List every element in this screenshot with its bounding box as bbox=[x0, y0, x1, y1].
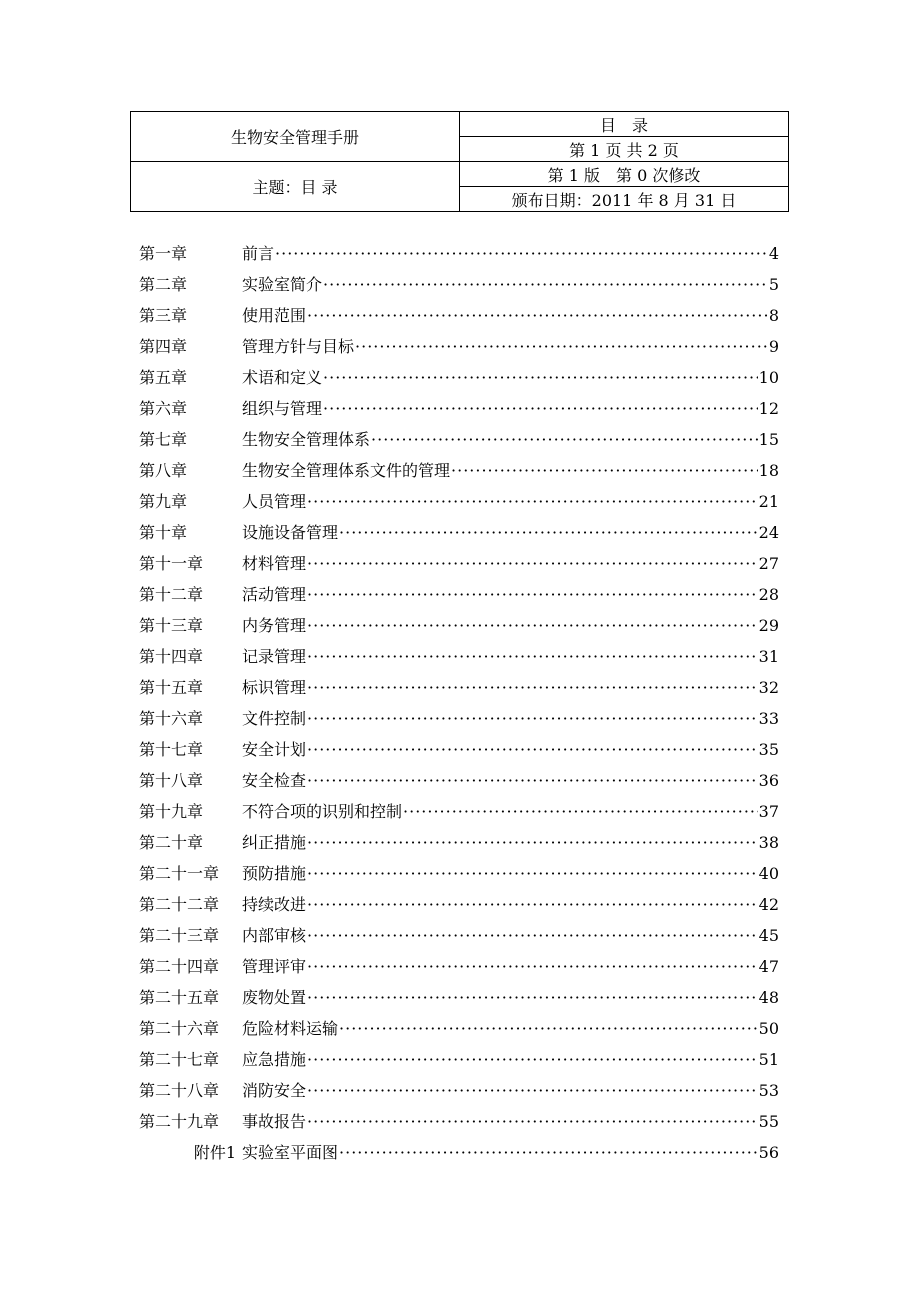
toc-chapter-number: 第七章 bbox=[139, 430, 188, 449]
toc-page-number: 10 bbox=[758, 368, 779, 387]
toc-page-number: 56 bbox=[758, 1143, 779, 1162]
toc-chapter-title: 活动管理 bbox=[242, 585, 307, 604]
toc-chapter-title: 内部审核 bbox=[242, 926, 307, 945]
toc-chapter-title: 生物安全管理体系 bbox=[242, 430, 371, 449]
toc-dot-leader bbox=[307, 703, 758, 734]
toc-dot-leader bbox=[307, 641, 758, 672]
toc-chapter-number: 第二十二章 bbox=[139, 895, 220, 914]
toc-entry[interactable] bbox=[139, 889, 779, 920]
toc-chapter-number: 第十八章 bbox=[139, 771, 204, 790]
toc-page-number: 15 bbox=[758, 430, 779, 449]
toc-chapter-title: 使用范围 bbox=[242, 306, 307, 325]
version-info: 第 1 版 第 0 次修改 bbox=[460, 162, 789, 187]
toc-entry[interactable] bbox=[139, 300, 779, 331]
section-label: 目 录 bbox=[460, 112, 789, 137]
toc-entry[interactable] bbox=[139, 827, 779, 858]
toc-dot-leader bbox=[307, 734, 758, 765]
toc-chapter-number: 第十二章 bbox=[139, 585, 204, 604]
toc-dot-leader bbox=[307, 1075, 758, 1106]
toc-chapter-title: 标识管理 bbox=[242, 678, 307, 697]
toc-dot-leader bbox=[339, 517, 758, 548]
toc-entry[interactable] bbox=[139, 982, 779, 1013]
toc-entry[interactable] bbox=[139, 548, 779, 579]
toc-chapter-title: 设施设备管理 bbox=[242, 523, 339, 542]
toc-entry[interactable] bbox=[139, 1013, 779, 1044]
toc-entry[interactable] bbox=[139, 734, 779, 765]
toc-page-number: 21 bbox=[758, 492, 779, 511]
toc-dot-leader bbox=[307, 889, 758, 920]
toc-chapter-title: 危险材料运输 bbox=[242, 1019, 339, 1038]
toc-page-number: 24 bbox=[758, 523, 779, 542]
toc-page-number: 55 bbox=[758, 1112, 779, 1131]
toc-entry[interactable] bbox=[139, 517, 779, 548]
toc-chapter-number: 第二章 bbox=[139, 275, 188, 294]
toc-entry[interactable] bbox=[139, 486, 779, 517]
toc-dot-leader bbox=[307, 858, 758, 889]
toc-chapter-title: 不符合项的识别和控制 bbox=[242, 802, 403, 821]
toc-dot-leader bbox=[307, 579, 758, 610]
toc-entry[interactable] bbox=[139, 703, 779, 734]
toc-chapter-number: 第二十六章 bbox=[139, 1019, 220, 1038]
toc-chapter-number: 第十章 bbox=[139, 523, 188, 542]
toc-page-number: 42 bbox=[758, 895, 779, 914]
toc-page-number: 8 bbox=[768, 306, 779, 325]
toc-entry[interactable] bbox=[139, 920, 779, 951]
toc-page-number: 27 bbox=[758, 554, 779, 573]
toc-dot-leader bbox=[307, 486, 758, 517]
toc-dot-leader bbox=[307, 672, 758, 703]
document-header-table bbox=[130, 111, 789, 212]
toc-chapter-title: 记录管理 bbox=[242, 647, 307, 666]
toc-dot-leader bbox=[451, 455, 758, 486]
toc-chapter-number: 第十一章 bbox=[139, 554, 204, 573]
toc-dot-leader bbox=[307, 548, 758, 579]
toc-dot-leader bbox=[307, 1044, 758, 1075]
toc-chapter-number: 第十三章 bbox=[139, 616, 204, 635]
toc-entry[interactable] bbox=[139, 1106, 779, 1137]
toc-page-number: 32 bbox=[758, 678, 779, 697]
toc-entry[interactable] bbox=[139, 1075, 779, 1106]
toc-chapter-title: 安全计划 bbox=[242, 740, 307, 759]
toc-entry[interactable] bbox=[139, 672, 779, 703]
toc-chapter-number: 第四章 bbox=[139, 337, 188, 356]
toc-chapter-number: 第一章 bbox=[139, 244, 188, 263]
toc-page-number: 9 bbox=[768, 337, 779, 356]
toc-entry[interactable] bbox=[139, 858, 779, 889]
toc-page-number: 18 bbox=[758, 461, 779, 480]
toc-chapter-number: 第二十三章 bbox=[139, 926, 220, 945]
toc-dot-leader bbox=[371, 424, 758, 455]
toc-chapter-title: 实验室平面图 bbox=[242, 1143, 339, 1162]
toc-entry[interactable] bbox=[139, 393, 779, 424]
toc-chapter-number: 第十四章 bbox=[139, 647, 204, 666]
toc-dot-leader bbox=[355, 331, 768, 362]
toc-chapter-title: 内务管理 bbox=[242, 616, 307, 635]
toc-dot-leader bbox=[339, 1013, 758, 1044]
toc-dot-leader bbox=[307, 827, 758, 858]
toc-page-number: 33 bbox=[758, 709, 779, 728]
toc-chapter-title: 事故报告 bbox=[242, 1112, 307, 1131]
toc-chapter-title: 管理评审 bbox=[242, 957, 307, 976]
toc-page-number: 5 bbox=[768, 275, 779, 294]
toc-entry[interactable] bbox=[139, 238, 779, 269]
toc-page-number: 12 bbox=[758, 399, 779, 418]
toc-chapter-title: 预防措施 bbox=[242, 864, 307, 883]
toc-dot-leader bbox=[275, 238, 768, 269]
toc-entry[interactable] bbox=[139, 641, 779, 672]
toc-dot-leader bbox=[323, 269, 768, 300]
toc-entry[interactable] bbox=[139, 1044, 779, 1075]
toc-entry[interactable] bbox=[139, 455, 779, 486]
toc-page-number: 50 bbox=[758, 1019, 779, 1038]
toc-page-number: 53 bbox=[758, 1081, 779, 1100]
toc-chapter-number: 第十七章 bbox=[139, 740, 204, 759]
toc-entry[interactable] bbox=[139, 610, 779, 641]
toc-chapter-number: 第二十八章 bbox=[139, 1081, 220, 1100]
toc-dot-leader bbox=[403, 796, 758, 827]
page-info: 第 1 页 共 2 页 bbox=[460, 137, 789, 162]
manual-title: 生物安全管理手册 bbox=[131, 112, 460, 162]
toc-page-number: 51 bbox=[758, 1050, 779, 1069]
toc-page-number: 37 bbox=[758, 802, 779, 821]
toc-dot-leader bbox=[307, 920, 758, 951]
toc-chapter-number: 第五章 bbox=[139, 368, 188, 387]
toc-page-number: 28 bbox=[758, 585, 779, 604]
toc-chapter-number: 第六章 bbox=[139, 399, 188, 418]
toc-chapter-number: 第十五章 bbox=[139, 678, 204, 697]
toc-chapter-title: 组织与管理 bbox=[242, 399, 323, 418]
toc-entry[interactable] bbox=[139, 424, 779, 455]
toc-chapter-number: 第十六章 bbox=[139, 709, 204, 728]
toc-chapter-number: 第二十四章 bbox=[139, 957, 220, 976]
toc-entry[interactable] bbox=[139, 579, 779, 610]
toc-dot-leader bbox=[323, 393, 758, 424]
toc-dot-leader bbox=[307, 765, 758, 796]
toc-chapter-number: 第二十五章 bbox=[139, 988, 220, 1007]
toc-page-number: 45 bbox=[758, 926, 779, 945]
toc-chapter-title: 消防安全 bbox=[242, 1081, 307, 1100]
toc-chapter-title: 材料管理 bbox=[242, 554, 307, 573]
toc-entry[interactable] bbox=[139, 331, 779, 362]
toc-entry[interactable] bbox=[139, 269, 779, 300]
toc-page-number: 29 bbox=[758, 616, 779, 635]
toc-chapter-title: 管理方针与目标 bbox=[242, 337, 355, 356]
toc-chapter-number: 第二十一章 bbox=[139, 864, 220, 883]
toc-entry[interactable] bbox=[139, 1137, 779, 1168]
toc-dot-leader bbox=[307, 300, 768, 331]
toc-entry[interactable] bbox=[139, 362, 779, 393]
toc-chapter-title: 废物处置 bbox=[242, 988, 307, 1007]
toc-page-number: 48 bbox=[758, 988, 779, 1007]
toc-chapter-title: 术语和定义 bbox=[242, 368, 323, 387]
toc-chapter-title: 安全检查 bbox=[242, 771, 307, 790]
toc-dot-leader bbox=[307, 951, 758, 982]
toc-chapter-number: 第三章 bbox=[139, 306, 188, 325]
toc-chapter-number: 第八章 bbox=[139, 461, 188, 480]
toc-chapter-number: 第二十章 bbox=[139, 833, 204, 852]
table-of-contents bbox=[139, 238, 779, 1168]
toc-dot-leader bbox=[307, 610, 758, 641]
toc-page-number: 36 bbox=[758, 771, 779, 790]
toc-page-number: 47 bbox=[758, 957, 779, 976]
toc-dot-leader bbox=[339, 1137, 758, 1168]
toc-chapter-number: 附件1 bbox=[193, 1143, 236, 1162]
toc-page-number: 35 bbox=[758, 740, 779, 759]
issue-date: 颁布日期：2011 年 8 月 31 日 bbox=[460, 187, 789, 212]
toc-chapter-number: 第九章 bbox=[139, 492, 188, 511]
toc-chapter-number: 第十九章 bbox=[139, 802, 204, 821]
toc-chapter-title: 文件控制 bbox=[242, 709, 307, 728]
toc-chapter-title: 应急措施 bbox=[242, 1050, 307, 1069]
toc-entry[interactable] bbox=[139, 951, 779, 982]
toc-entry[interactable] bbox=[139, 796, 779, 827]
toc-page-number: 4 bbox=[768, 244, 779, 263]
toc-chapter-title: 人员管理 bbox=[242, 492, 307, 511]
subject-label: 主题：目 录 bbox=[131, 162, 460, 212]
toc-page-number: 31 bbox=[758, 647, 779, 666]
toc-chapter-number: 第二十七章 bbox=[139, 1050, 220, 1069]
toc-chapter-title: 生物安全管理体系文件的管理 bbox=[242, 461, 451, 480]
toc-dot-leader bbox=[307, 1106, 758, 1137]
toc-chapter-title: 前言 bbox=[242, 244, 275, 263]
toc-dot-leader bbox=[307, 982, 758, 1013]
toc-page-number: 40 bbox=[758, 864, 779, 883]
toc-chapter-number: 第二十九章 bbox=[139, 1112, 220, 1131]
toc-chapter-title: 纠正措施 bbox=[242, 833, 307, 852]
toc-chapter-title: 持续改进 bbox=[242, 895, 307, 914]
toc-entry[interactable] bbox=[139, 765, 779, 796]
toc-chapter-title: 实验室简介 bbox=[242, 275, 323, 294]
toc-dot-leader bbox=[323, 362, 758, 393]
toc-page-number: 38 bbox=[758, 833, 779, 852]
